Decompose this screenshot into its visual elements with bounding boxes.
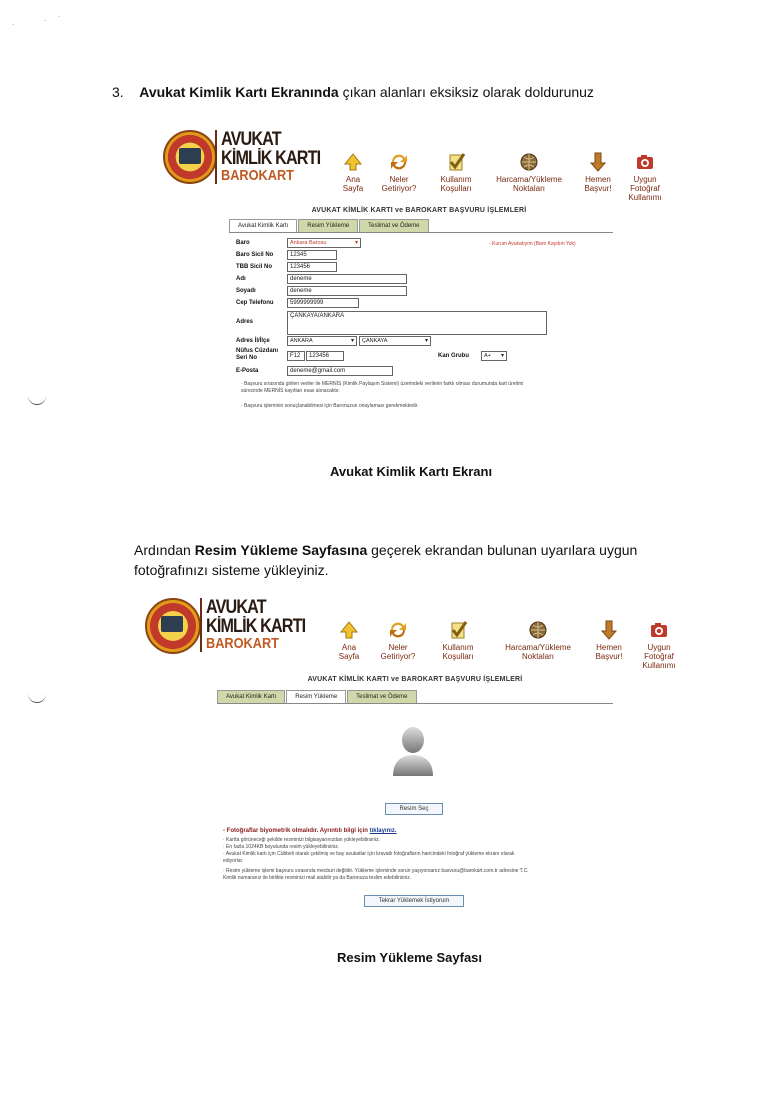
tab-bar bbox=[229, 219, 613, 233]
tab-resim-yukleme[interactable]: Resim Yükleme bbox=[286, 690, 346, 703]
e-posta-label: E-Posta bbox=[236, 368, 259, 374]
tab-teslimat-odeme[interactable]: Teslimat ve Ödeme bbox=[359, 219, 428, 232]
cep-telefonu-input[interactable]: 5999999999 bbox=[287, 298, 359, 308]
camera-icon bbox=[635, 152, 655, 172]
upload-note-2: · En fazla 1024KB boyutunda resim yükleyebilirsiniz. bbox=[223, 844, 340, 850]
nav-kullanim-kosullari[interactable]: Kullanım Koşulları bbox=[429, 152, 483, 193]
brand-logo bbox=[215, 130, 338, 184]
globe-icon bbox=[528, 620, 548, 640]
resim-yukleme-instruction: Ardından Resim Yükleme Sayfasına geçerek ekrandan bulunan uyarılara uygun fotoğrafınızı sisteme yükleyiniz. bbox=[134, 542, 638, 578]
nav-hemen-basvur[interactable]: Hemen Başvur! bbox=[585, 620, 633, 661]
tekrar-yukle-button[interactable]: Tekrar Yüklemek İstiyorum bbox=[364, 895, 464, 907]
nav-ana-sayfa[interactable]: Ana Sayfa bbox=[331, 620, 367, 661]
baro-onay-note: · Başvuru işleminin sonuçlanabilmesi için Baronuzun onaylaması gerekmektedir. bbox=[241, 403, 419, 409]
checkmark-doc-icon bbox=[448, 620, 468, 640]
tab-bar bbox=[217, 690, 613, 704]
avatar-placeholder-icon bbox=[391, 724, 435, 776]
tbb-sicil-input[interactable]: 123456 bbox=[287, 262, 337, 272]
adres-label: Adres bbox=[236, 319, 254, 325]
checkmark-doc-icon bbox=[446, 152, 466, 172]
step-text: çıkan alanları eksiksiz olarak doldurunuz bbox=[338, 84, 594, 100]
caption-resim-yukleme: Resim Yükleme Sayfası bbox=[337, 950, 483, 965]
nav-hemen-basvur[interactable]: Hemen Başvur! bbox=[575, 152, 621, 193]
baro-label: Baro bbox=[236, 240, 250, 246]
adi-label: Adı bbox=[236, 276, 246, 282]
caption-kimlik-karti: Avukat Kimlik Kartı Ekranı bbox=[330, 464, 493, 479]
nav-kullanim-kosullari[interactable]: Kullanım Koşulları bbox=[429, 620, 487, 661]
upload-note-4: · Resim yükleme işlemi başvuru sırasında mecburi değildir. Yükleme işleminde sorun yaşıyorsanız basvuru@barokart.com.tr adresine T.C. bbox=[223, 868, 529, 874]
nav-harcama-noktalari[interactable]: Harcama/Yükleme Noktaları bbox=[495, 620, 581, 661]
details-link[interactable]: tıklayınız. bbox=[369, 828, 397, 834]
step-number: 3. bbox=[112, 84, 124, 100]
nav-uygun-fotograf[interactable]: Uygun Fotoğraf Kullanımı bbox=[625, 152, 665, 202]
scan-speck: . bbox=[12, 18, 15, 27]
baro-sicil-input[interactable]: 12345 bbox=[287, 250, 337, 260]
down-arrow-icon bbox=[599, 620, 619, 640]
punch-hole-mark bbox=[28, 694, 46, 703]
brand-line1: AVUKAT bbox=[221, 129, 281, 150]
baro-seal-logo bbox=[145, 598, 201, 654]
ilce-select[interactable]: ÇANKAYA ▾ bbox=[359, 336, 431, 346]
scan-speck: . bbox=[44, 14, 47, 23]
upload-note-1: · Kartta görüneceği şekilde resminizi bilgisayarınızdan yükleyebilirsiniz. bbox=[223, 837, 381, 843]
tab-resim-yukleme[interactable]: Resim Yükleme bbox=[298, 219, 358, 232]
refresh-icon bbox=[389, 152, 409, 172]
adi-input[interactable]: deneme bbox=[287, 274, 407, 284]
brand-line2: KİMLİK KARTI bbox=[221, 148, 321, 169]
baro-select[interactable]: Ankara Barosu ▾ bbox=[287, 238, 361, 248]
tbb-sicil-label: TBB Sicil No bbox=[236, 264, 273, 270]
soyadi-label: Soyadı bbox=[236, 288, 256, 294]
globe-icon bbox=[519, 152, 539, 172]
soyadi-input[interactable]: deneme bbox=[287, 286, 407, 296]
screenshot-kimlik-karti bbox=[163, 130, 673, 430]
page-title: AVUKAT KİMLİK KARTI ve BAROKART BAŞVURU İŞLEMLERİ bbox=[307, 676, 523, 683]
screenshot-resim-yukleme bbox=[145, 598, 685, 933]
nufus-seri-input[interactable]: F12 bbox=[287, 351, 305, 361]
nav-neler-getiriyor[interactable]: Neler Getiriyor? bbox=[373, 620, 423, 661]
page-title: AVUKAT KİMLİK KARTI ve BAROKART BAŞVURU İŞLEMLERİ bbox=[311, 207, 527, 214]
kan-grubu-label: Kan Grubu bbox=[438, 353, 469, 359]
biometric-warning: - Fotoğraflar biyometrik olmalıdır. Ayrıntılı bilgi için tıklayınız. bbox=[223, 828, 397, 834]
upload-note-3-cont: ediyorlar. bbox=[223, 858, 244, 864]
nav-ana-sayfa[interactable]: Ana Sayfa bbox=[335, 152, 371, 193]
step-bold: Avukat Kimlik Kartı Ekranında bbox=[139, 84, 339, 100]
home-arrow-icon bbox=[339, 620, 359, 640]
brand-line3: BAROKART bbox=[221, 167, 294, 184]
mernis-note-cont: sürecinde MERNİS kayıtları esas alınacaktır. bbox=[241, 388, 340, 394]
refresh-icon bbox=[388, 620, 408, 640]
adres-il-ilce-label: Adres İl/İlçe bbox=[236, 338, 270, 344]
resim-sec-button[interactable]: Resim Seç bbox=[385, 803, 443, 815]
cep-telefonu-label: Cep Telefonu bbox=[236, 300, 274, 306]
tab-avukat-kimlik-karti[interactable]: Avukat Kimlik Kartı bbox=[229, 219, 297, 232]
tab-avukat-kimlik-karti[interactable]: Avukat Kimlik Kartı bbox=[217, 690, 285, 703]
nav-uygun-fotograf[interactable]: Uygun Fotoğraf Kullanımı bbox=[637, 620, 681, 670]
nufus-no-input[interactable]: 123456 bbox=[306, 351, 344, 361]
nav-neler-getiriyor[interactable]: Neler Getiriyor? bbox=[375, 152, 423, 193]
tab-teslimat-odeme[interactable]: Teslimat ve Ödeme bbox=[347, 690, 416, 703]
mernis-note: · Başvuru sırasında girilen veriler ile MERNİS (Kimlik Paylaşım Sistemi) üzerindeki verilerin farklı olması durumunda kart üretimi bbox=[241, 381, 524, 387]
kan-grubu-select[interactable]: A+ ▾ bbox=[481, 351, 507, 361]
down-arrow-icon bbox=[588, 152, 608, 172]
baro-sicil-label: Baro Sicil No bbox=[236, 252, 274, 258]
il-select[interactable]: ANKARA ▾ bbox=[287, 336, 357, 346]
kurum-avukati-note[interactable]: ▫ Kurum Avukatıyım (Baro Kaydım Yok) bbox=[489, 241, 576, 247]
nav-harcama-noktalari[interactable]: Harcama/Yükleme Noktaları bbox=[489, 152, 569, 193]
step-instruction bbox=[112, 84, 594, 100]
e-posta-input[interactable]: deneme@gmail.com bbox=[287, 366, 393, 376]
upload-note-3: · Avukat Kimlik kartı için Cübbeli olarak çekilmiş ve bay avukatlar için kravatlı fotoğrafların haricindeki fotoğraf yükleme ekranı olarak bbox=[223, 851, 515, 857]
upload-note-4-cont: Kimlik numaranız ile birlikte resminizi mail atabilir ya da Baronuza teslim edebilirsiniz. bbox=[223, 875, 412, 881]
adres-textarea[interactable]: ÇANKAYA/ANKARA bbox=[287, 311, 547, 335]
brand-logo: AVUKAT KİMLİK KARTI BAROKART bbox=[200, 598, 323, 652]
camera-icon bbox=[649, 620, 669, 640]
scan-speck: . bbox=[58, 10, 61, 19]
baro-seal-logo bbox=[163, 130, 217, 184]
punch-hole-mark bbox=[28, 396, 46, 405]
home-arrow-icon bbox=[343, 152, 363, 172]
nufus-cuzdani-label: Nüfus Cüzdanı Seri No bbox=[236, 348, 278, 361]
